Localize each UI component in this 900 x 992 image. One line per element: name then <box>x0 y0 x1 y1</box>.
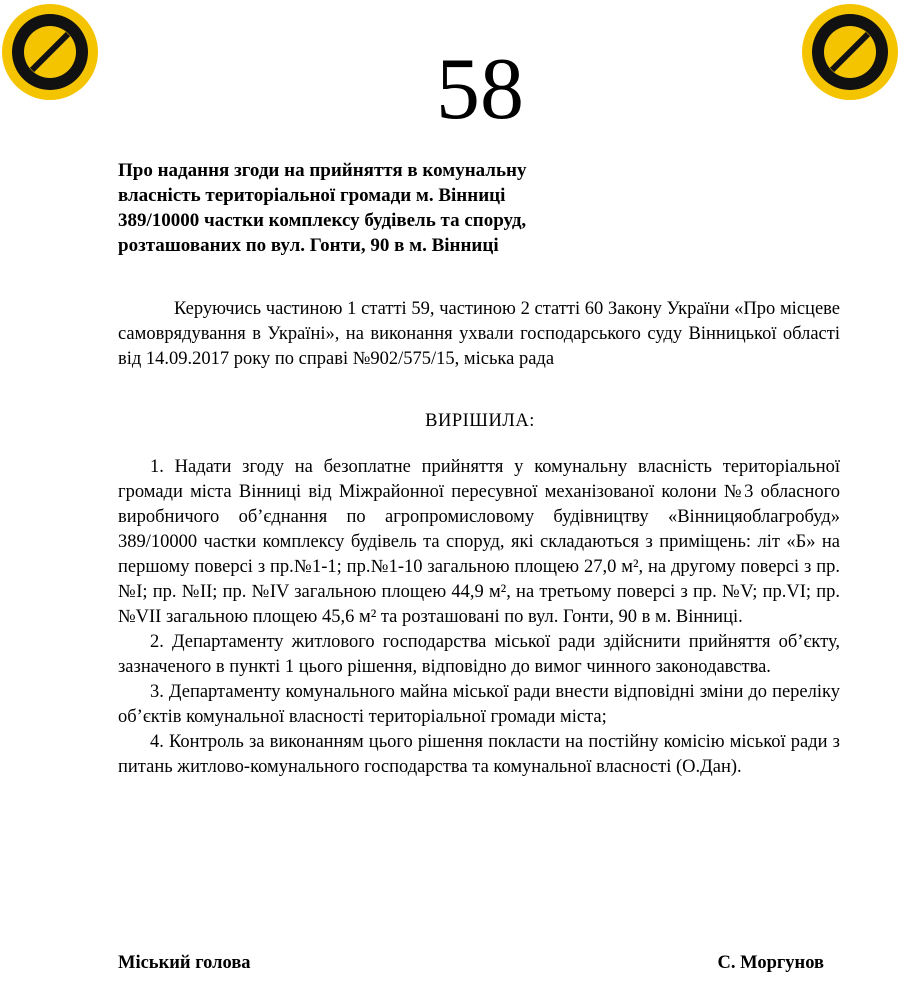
decision-item: 3. Департаменту комунального майна міської ради внести відповідні зміни до переліку об’єктів комунальної власності територіальної громади міста; <box>118 682 840 727</box>
document-title <box>118 158 638 258</box>
document-number: 58 <box>436 41 524 138</box>
decided-heading: ВИРІШИЛА: <box>425 411 535 431</box>
decision-item: 4. Контроль за виконанням цього рішення покласти на постійну комісію міської ради з питань житлово-комунального господарства та комунальної власності (О.Дан). <box>118 732 840 777</box>
signature-name: С. Моргунов <box>717 953 824 973</box>
signature-block <box>118 953 824 974</box>
decision-item: 2. Департаменту житлового господарства міської ради здійснити прийняття об’єкту, зазначеного в пункті 1 цього рішення, відповідно до вимог чинного законодавства. <box>118 632 840 677</box>
signature-title: Міський голова <box>118 953 251 973</box>
title-line: Про надання згоди на прийняття в комунальну <box>118 160 527 181</box>
title-line: 389/10000 частки комплексу будівель та споруд, <box>118 210 527 231</box>
decision-item: 1. Надати згоду на безоплатне прийняття у комунальну власність територіальної громади міста Вінниці від Міжрайонної пересувної механізованої колони №3 обласного виробничого об’єднання по агропромисловому будівництву «Вінницяоблагробуд» 389/10000 частки комплексу будівель та споруд, які складаються з приміщень: літ «Б» на першому поверсі з пр.№1-1; пр.№1-10 загальною площею 27,0 м², на другому поверсі з пр. №І; пр. №ІІ; пр. №IV загальною площею 44,9 м², на третьому поверсі з пр. №V; пр.VI; пр. №VII загальною площею 45,6 м² та розташовані по вул. Гонти, 90 в м. Вінниці. <box>118 457 840 627</box>
title-line: розташованих по вул. Гонти, 90 в м. Вінниці <box>118 235 499 256</box>
preamble-paragraph: Керуючись частиною 1 статті 59, частиною 2 статті 60 Закону України «Про місцеве самоврядування в Україні», на виконання ухвали господарського суду Вінницької області від 14.09.2017 року по справі №902/575/15, міська рада <box>118 299 840 369</box>
title-line: власність територіальної громади м. Вінниці <box>118 185 506 206</box>
decision-items <box>118 455 840 780</box>
